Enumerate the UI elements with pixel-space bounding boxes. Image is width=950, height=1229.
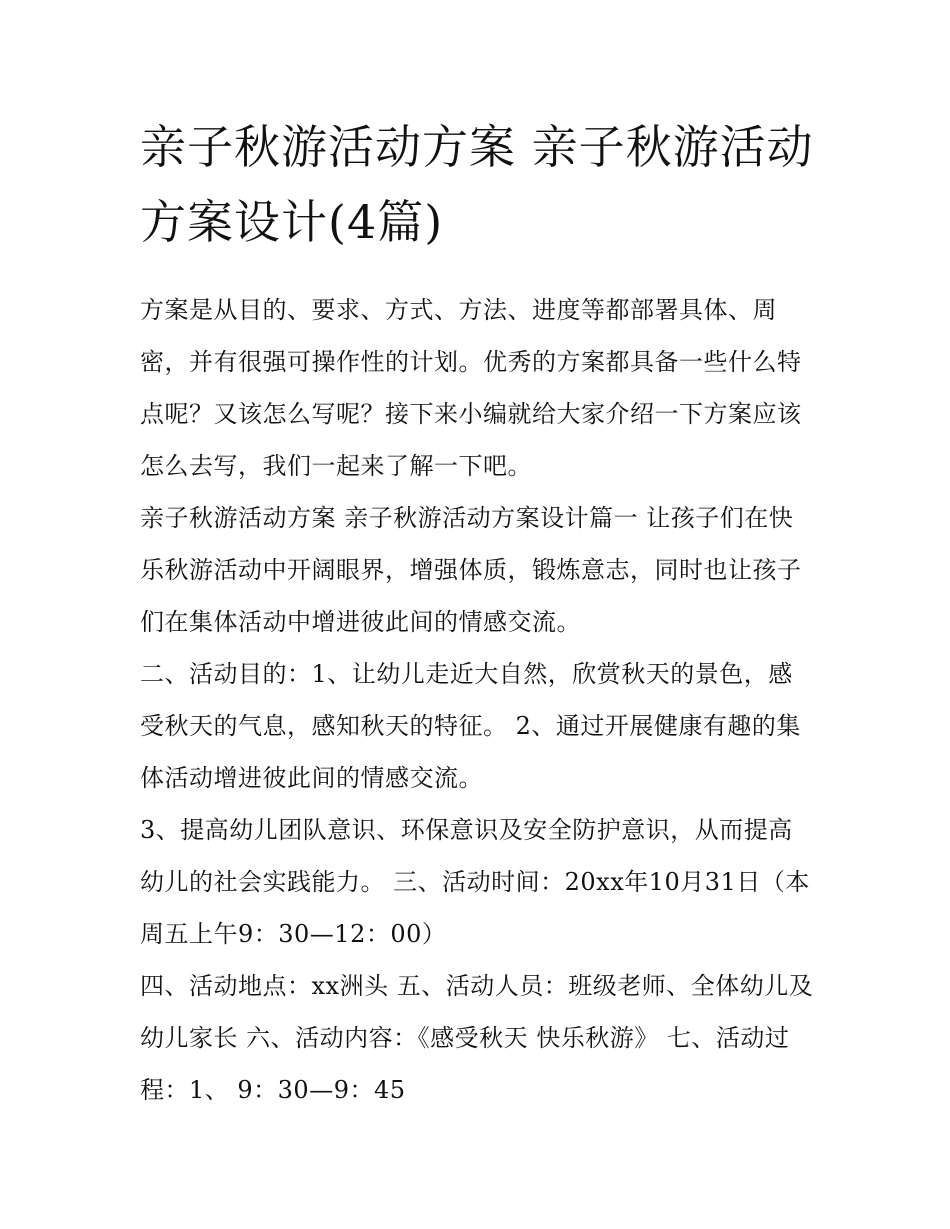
activity-goals-paragraph: 二、活动目的：1、让幼儿走近大自然，欣赏秋天的景色，感受秋天的气息，感知秋天的特征。 2、通过开展健康有趣的集体活动增进彼此间的情感交流。 [140, 660, 801, 792]
activity-location-paragraph: 四、活动地点：xx洲头 五、活动人员：班级老师、全体幼儿及幼儿家长 六、活动内容：《感受秋天 快乐秋游》 七、活动过程：1、 9：30—9：45 [140, 972, 814, 1104]
document-body [140, 110, 815, 1116]
activity-time-paragraph: 3、提高幼儿团队意识、环保意识及安全防护意识，从而提高幼儿的社会实践能力。 三、活动时间：20xx年10月31日（本周五上午9：30—12：00） [140, 816, 810, 948]
document-title: 亲子秋游活动方案 亲子秋游活动方案设计(4篇) [140, 120, 814, 249]
section-one-paragraph: 亲子秋游活动方案 亲子秋游活动方案设计篇一 让孩子们在快乐秋游活动中开阔眼界，增强体质，锻炼意志，同时也让孩子们在集体活动中增进彼此间的情感交流。 [140, 504, 802, 636]
intro-paragraph: 方案是从目的、要求、方式、方法、进度等都部署具体、周密，并有很强可操作性的计划。优秀的方案都具备一些什么特点呢？又该怎么写呢？接下来小编就给大家介绍一下方案应该怎么去写，我们一起来了解一下吧。 [140, 296, 802, 480]
